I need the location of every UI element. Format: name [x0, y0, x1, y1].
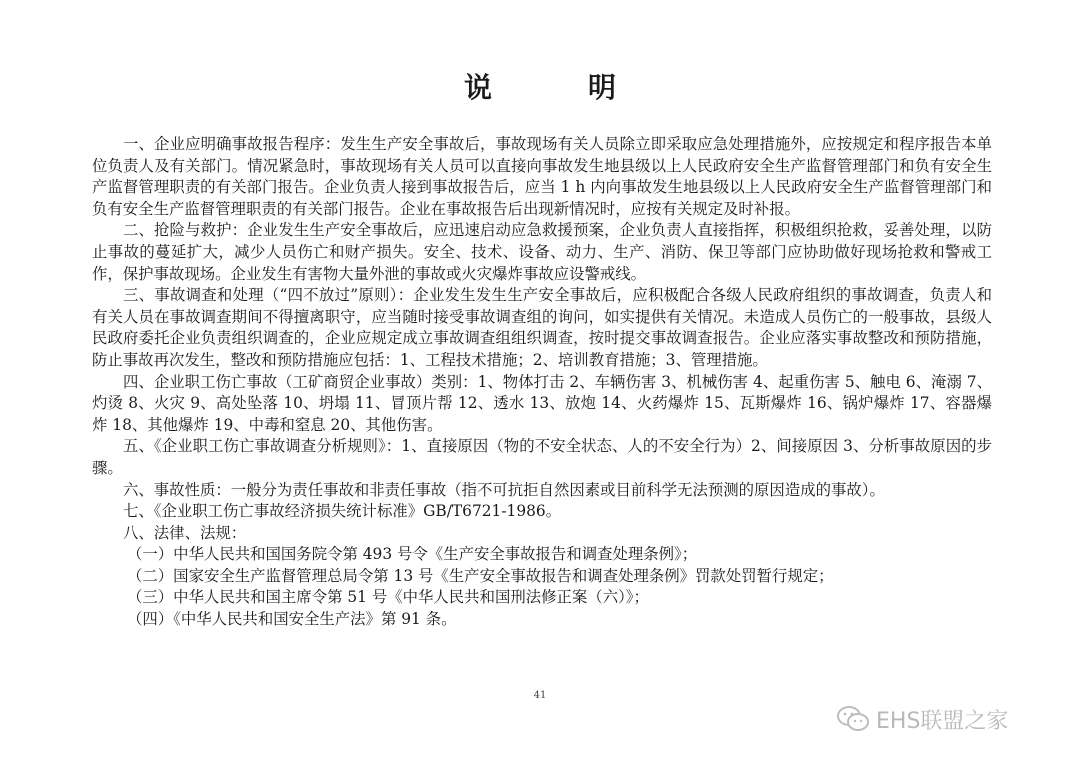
- page-number: 41: [533, 690, 547, 701]
- law-item-3: （三）中华人民共和国主席令第 51 号《中华人民共和国刑法修正案（六）》；: [127, 588, 649, 607]
- watermark: [836, 702, 1008, 736]
- law-item-2: （二）国家安全生产监督管理总局令第 13 号《生产安全事故报告和调查处理条例》罚款处罚暂行规定；: [127, 566, 834, 585]
- watermark-text: EHS联盟之家: [876, 708, 1009, 734]
- law-item-1: （一）中华人民共和国国务院令第 493 号令《生产安全事故报告和调查处理条例》；: [127, 545, 698, 564]
- paragraph-7: 七、《企业职工伤亡事故经济损失统计标准》GB/T6721-1986。: [123, 502, 562, 521]
- paragraph-5: 五、《企业职工伤亡事故调查分析规则》：1、直接原因（物的不安全状态、人的不安全行为）2、间接原因 3、分析事故原因的步骤。: [92, 437, 992, 477]
- page-title: 说 明: [463, 71, 650, 104]
- wechat-icon: [836, 705, 870, 733]
- paragraph-2: 二、抢险与救护：企业发生生产安全事故后，应迅速启动应急救援预案，企业负责人直接指挥，积极组织抢救，妥善处理，以防止事故的蔓延扩大，减少人员伤亡和财产损失。安全、技术、设备、动力、生产、消防、保卫等部门应协助做好现场抢救和警戒工作，保护事故现场。企业发生有害物大量外泄的事故或火灾爆炸事故应设警戒线。: [92, 221, 992, 283]
- law-item-4: （四）《中华人民共和国安全生产法》第 91 条。: [127, 610, 457, 629]
- paragraph-3: 三、事故调查和处理（“四不放过”原则）：企业发生发生生产安全事故后，应积极配合各级人民政府组织的事故调查，负责人和有关人员在事故调查期间不得擅离职守，应当随时接受事故调查组的询问，如实提供有关情况。未造成人员伤亡的一般事故，县级人民政府委托企业负责组织调查的，企业应规定成立事故调查组组织调查，按时提交事故调查报告。企业应落实事故整改和预防措施，防止事故再次发生，整改和预防措施应包括：1、工程技术措施；2、培训教育措施；3、管理措施。: [92, 286, 992, 369]
- paragraph-8: 八、法律、法规：: [123, 523, 247, 542]
- paragraph-1: 一、企业应明确事故报告程序：发生生产安全事故后，事故现场有关人员除立即采取应急处理措施外，应按规定和程序报告本单位负责人及有关部门。情况紧急时，事故现场有关人员可以直接向事故发生地县级以上人民政府安全生产监督管理部门和负有安全生产监督管理职责的有关部门报告。企业负责人接到事故报告后，应当 1 h 内向事故发生地县级以上人民政府安全生产监督管理部门和负有安全生产监督管理职责的有关部门报告。企业在事故报告后出现新情况时，应按有关规定及时补报。: [92, 135, 992, 218]
- paragraph-4: 四、企业职工伤亡事故（工矿商贸企业事故）类别：1、物体打击 2、车辆伤害 3、机械伤害 4、起重伤害 5、触电 6、淹溺 7、灼烫 8、火灾 9、高处坠落 10、坍塌 11、冒顶片帮 12、透水 13、放炮 14、火药爆炸 15、瓦斯爆炸 16、锅炉爆炸 17、容器爆炸 18、其他爆炸 19、中毒和窒息 20、其他伤害。: [92, 372, 992, 434]
- document-body: [92, 134, 992, 631]
- paragraph-6: 六、事故性质：一般分为责任事故和非责任事故（指不可抗拒自然因素或目前科学无法预测的原因造成的事故）。: [123, 480, 885, 499]
